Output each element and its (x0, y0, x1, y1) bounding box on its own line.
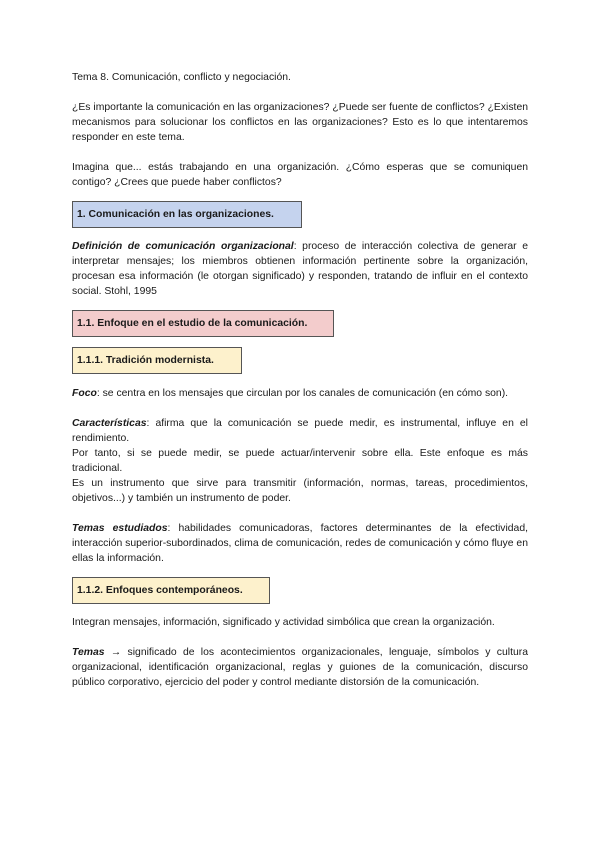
contemporaneos-intro: Integran mensajes, información, significado y actividad simbólica que crean la organización. (72, 617, 495, 628)
section-1-1-1-heading: 1.1.1. Tradición modernista. (72, 347, 242, 374)
definition-text: : proceso de interacción colectiva de generar e interpretar mensajes; los miembros obtienen información pertinente sobre la organización, procesan esa información (le otorgan significado) y responden, tratando de influir en el contexto social. Stohl, 1995 (72, 241, 528, 297)
foco-paragraph (72, 386, 528, 401)
section-1-1-heading: 1.1. Enfoque en el estudio de la comunicación. (72, 310, 334, 337)
temas-estudiados-label: Temas estudiados (72, 523, 168, 534)
caracteristicas-label: Características (72, 418, 147, 429)
document-page (72, 70, 528, 690)
definition-label: Definición de comunicación organizacional (72, 241, 294, 252)
intro-paragraph-2: Imagina que... estás trabajando en una organización. ¿Cómo esperas que se comuniquen contigo? ¿Crees que puede haber conflictos? (72, 162, 528, 188)
caracteristicas-line-3: Es un instrumento que sirve para transmitir (información, normas, tareas, procedimientos, objetivos...) y también un instrumento de poder. (72, 478, 528, 504)
foco-text: : se centra en los mensajes que circulan por los canales de comunicación (en cómo son). (96, 388, 509, 399)
foco-label: Foco (72, 388, 97, 399)
document-title: Tema 8. Comunicación, conflicto y negociación. (72, 72, 291, 83)
caracteristicas-line-2: Por tanto, si se puede medir, se puede actuar/intervenir sobre ella. Este enfoque es más tradicional. (72, 448, 528, 474)
section-1-1-2-heading: 1.1.2. Enfoques contemporáneos. (72, 577, 270, 604)
caracteristicas-text: : afirma que la comunicación se puede medir, es instrumental, influye en el rendimiento. (72, 418, 528, 444)
temas-text: → significado de los acontecimientos organizacionales, lenguaje, símbolos y cultura organizacional, identificación organizacional, reglas y guiones de la comunicación, discurso público corporativo, ejercicio del poder y control mediante distorsión de la comunicación. (72, 647, 528, 688)
definition-paragraph (72, 239, 528, 299)
temas-estudiados-text: : habilidades comunicadoras, factores determinantes de la efectividad, interacción superior-subordinados, clima de comunicación, redes de comunicación y cómo fluye en ellas la información. (72, 523, 528, 564)
intro-paragraph-1: ¿Es importante la comunicación en las organizaciones? ¿Puede ser fuente de conflictos? ¿Existen mecanismos para solucionar los conflictos en las organizaciones? Esto es lo que intentaremos responder en este tema. (72, 102, 528, 143)
caracteristicas-paragraph (72, 416, 528, 446)
section-1-heading: 1. Comunicación en las organizaciones. (72, 201, 302, 228)
temas-estudiados-paragraph (72, 521, 528, 566)
temas-paragraph (72, 645, 528, 690)
temas-label: Temas (72, 647, 105, 658)
